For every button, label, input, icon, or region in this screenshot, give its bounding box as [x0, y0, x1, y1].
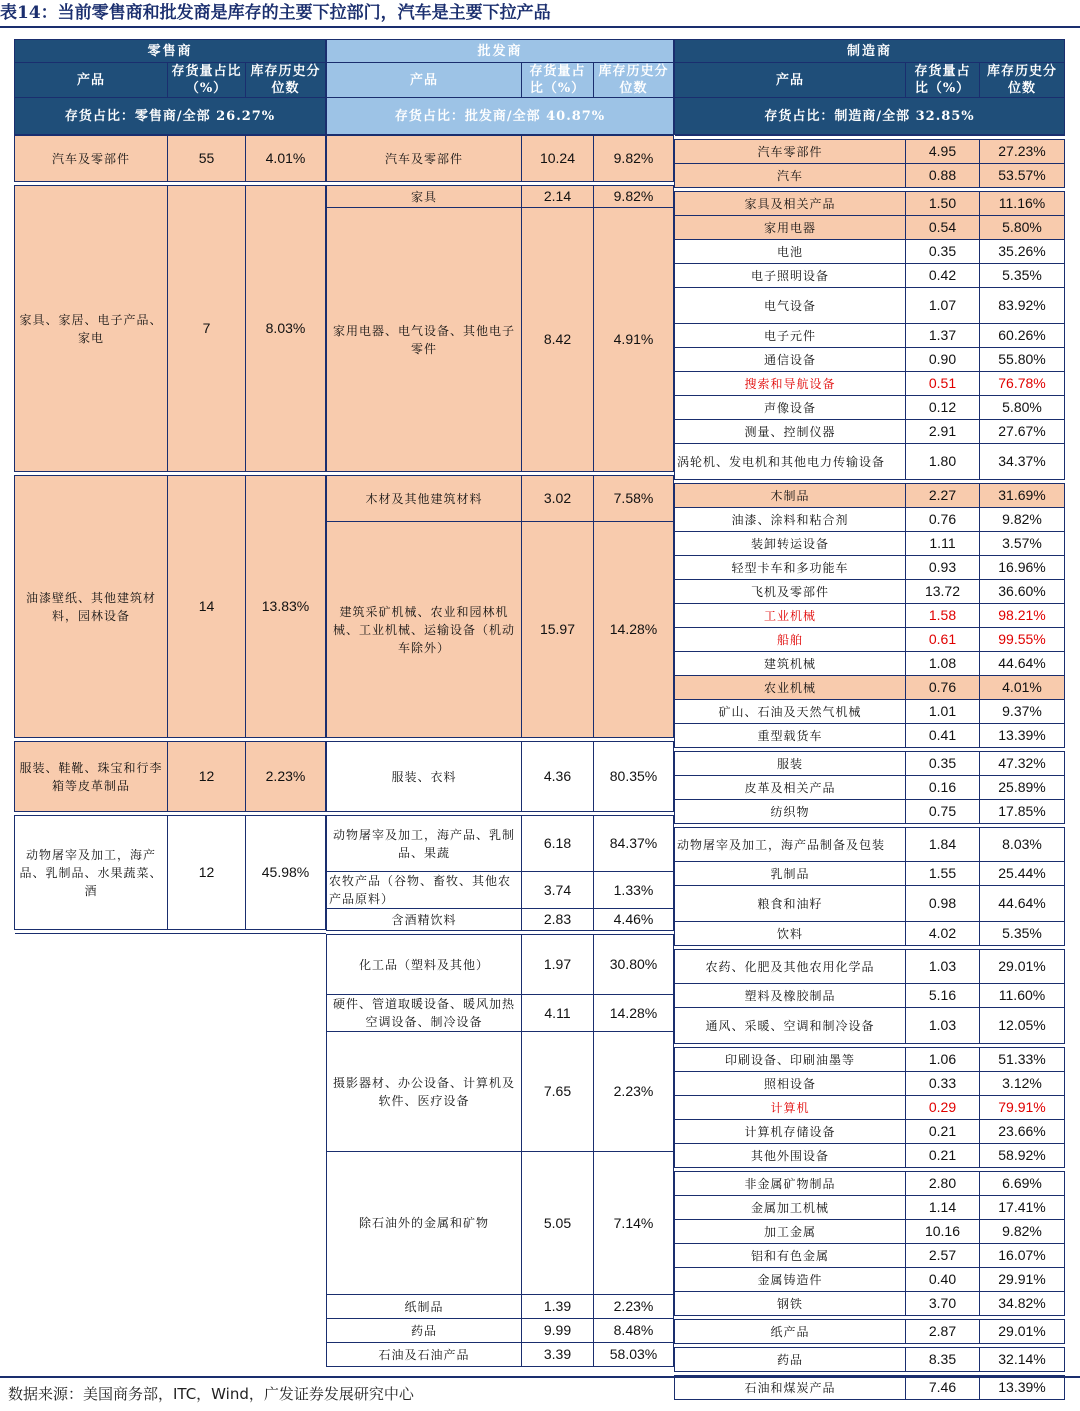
- wholesale-product: 纸制品: [327, 1295, 522, 1319]
- manufacturing-share: 2.87: [906, 1320, 980, 1344]
- manufacturing-row: [675, 1072, 1065, 1096]
- wholesale-share: 10.24: [522, 136, 594, 182]
- wholesale-pct: 58.03%: [594, 1343, 674, 1367]
- manufacturing-pct: 53.57%: [980, 164, 1065, 188]
- manufacturing-product: 药品: [675, 1348, 906, 1372]
- wholesale-pct: 4.46%: [594, 909, 674, 931]
- manufacturing-product: 计算机: [675, 1096, 906, 1120]
- retail-pct: 13.83%: [246, 476, 326, 738]
- manufacturing-pct: 3.12%: [980, 1072, 1065, 1096]
- manufacturing-row: [675, 1144, 1065, 1168]
- manufacturing-pct: 12.05%: [980, 1008, 1065, 1044]
- manufacturing-share: 0.51: [906, 372, 980, 396]
- manufacturing-share: 13.72: [906, 580, 980, 604]
- wholesale-share: 9.99: [522, 1319, 594, 1343]
- manufacturing-pct: 3.57%: [980, 532, 1065, 556]
- manufacturing-row: [675, 676, 1065, 700]
- wholesale-pct: 9.82%: [594, 136, 674, 182]
- manufacturing-row: [675, 752, 1065, 776]
- manufacturing-share: 0.76: [906, 508, 980, 532]
- manufacturing-product: 铝和有色金属: [675, 1244, 906, 1268]
- retail-pct: 8.03%: [246, 186, 326, 472]
- manufacturing-pct: 23.66%: [980, 1120, 1065, 1144]
- manufacturing-row: [675, 1268, 1065, 1292]
- retail-header: 零售商: [15, 40, 326, 63]
- manufacturing-product: 装卸转运设备: [675, 532, 906, 556]
- manufacturing-product: 工业机械: [675, 604, 906, 628]
- manufacturing-row: [675, 484, 1065, 508]
- wholesale-product: 动物屠宰及加工，海产品、乳制品、果蔬: [327, 816, 522, 872]
- manufacturing-product: 金属加工机械: [675, 1196, 906, 1220]
- manufacturing-row: [675, 288, 1065, 324]
- wholesale-share: 2.83: [522, 909, 594, 931]
- col-header-share: 存货量占比（%）: [906, 63, 980, 98]
- wholesale-pct: 30.80%: [594, 935, 674, 995]
- manufacturing-row: [675, 628, 1065, 652]
- manufacturing-row: [675, 264, 1065, 288]
- manufacturing-row: [675, 1096, 1065, 1120]
- col-header-share: 存货量占比（%）: [168, 63, 246, 98]
- manufacturing-pct: 5.35%: [980, 264, 1065, 288]
- manufacturing-pct: 60.26%: [980, 324, 1065, 348]
- manufacturing-share: 8.35: [906, 1348, 980, 1372]
- manufacturing-row: [675, 886, 1065, 922]
- manufacturing-product: 电气设备: [675, 288, 906, 324]
- manufacturing-pct: 44.64%: [980, 886, 1065, 922]
- wholesale-share: 15.97: [522, 522, 594, 738]
- manufacturing-share: 7.46: [906, 1376, 980, 1400]
- wholesale-product: 汽车及零部件: [327, 136, 522, 182]
- manufacturing-row: [675, 700, 1065, 724]
- manufacturing-product: 加工金属: [675, 1220, 906, 1244]
- table-title: 表14：当前零售商和批发商是库存的主要下拉部门，汽车是主要下拉产品: [0, 3, 551, 23]
- title-rule: [0, 26, 1080, 28]
- wholesale-pct: 7.58%: [594, 476, 674, 522]
- manufacturing-row: [675, 192, 1065, 216]
- wholesale-product: 服装、衣料: [327, 742, 522, 812]
- manufacturing-row: [675, 444, 1065, 480]
- manufacturing-row: [675, 1320, 1065, 1344]
- manufacturing-share: 1.06: [906, 1048, 980, 1072]
- manufacturing-share: 0.16: [906, 776, 980, 800]
- manufacturing-share: 1.14: [906, 1196, 980, 1220]
- manufacturing-share: 1.80: [906, 444, 980, 480]
- manufacturing-share: 0.12: [906, 396, 980, 420]
- manufacturing-pct: 11.16%: [980, 192, 1065, 216]
- manufacturing-row: [675, 1048, 1065, 1072]
- manufacturing-share: 4.02: [906, 922, 980, 946]
- manufacturing-pct: 32.14%: [980, 1348, 1065, 1372]
- manufacturing-subtotal: 存货占比：制造商/全部 32.85%: [675, 98, 1065, 135]
- manufacturing-share: 0.29: [906, 1096, 980, 1120]
- manufacturing-pct: 29.91%: [980, 1268, 1065, 1292]
- manufacturing-product: 电子元件: [675, 324, 906, 348]
- manufacturing-product: 纺织物: [675, 800, 906, 824]
- manufacturing-share: 5.16: [906, 984, 980, 1008]
- manufacturing-share: 2.57: [906, 1244, 980, 1268]
- manufacturing-pct: 47.32%: [980, 752, 1065, 776]
- manufacturing-product: 计算机存储设备: [675, 1120, 906, 1144]
- manufacturing-product: 农药、化肥及其他农用化学品: [675, 950, 906, 984]
- wholesale-pct: 1.33%: [594, 872, 674, 909]
- wholesale-pct: 80.35%: [594, 742, 674, 812]
- col-header-product: 产品: [15, 63, 168, 98]
- retail-share: 12: [168, 742, 246, 812]
- wholesale-pct: 9.82%: [594, 186, 674, 208]
- wholesale-pct: 14.28%: [594, 522, 674, 738]
- manufacturing-row: [675, 324, 1065, 348]
- manufacturing-pct: 35.26%: [980, 240, 1065, 264]
- manufacturing-pct: 5.80%: [980, 396, 1065, 420]
- manufacturing-row: [675, 556, 1065, 580]
- manufacturing-share: 1.55: [906, 862, 980, 886]
- manufacturing-pct: 8.03%: [980, 828, 1065, 862]
- manufacturing-row: [675, 240, 1065, 264]
- wholesale-product: 农牧产品（谷物、畜牧、其他农产品原料）: [327, 872, 522, 909]
- wholesale-share: 6.18: [522, 816, 594, 872]
- wholesale-product: 家用电器、电气设备、其他电子零件: [327, 208, 522, 472]
- wholesale-pct: 2.23%: [594, 1295, 674, 1319]
- wholesale-share: 4.36: [522, 742, 594, 812]
- manufacturing-share: 0.21: [906, 1144, 980, 1168]
- manufacturing-pct: 6.69%: [980, 1172, 1065, 1196]
- manufacturing-row: [675, 950, 1065, 984]
- manufacturing-product: 粮食和油籽: [675, 886, 906, 922]
- manufacturing-product: 木制品: [675, 484, 906, 508]
- manufacturing-share: 3.70: [906, 1292, 980, 1316]
- wholesale-share: 3.39: [522, 1343, 594, 1367]
- manufacturing-pct: 29.01%: [980, 950, 1065, 984]
- manufacturing-row: [675, 652, 1065, 676]
- manufacturing-row: [675, 372, 1065, 396]
- manufacturing-pct: 17.41%: [980, 1196, 1065, 1220]
- manufacturing-row: [675, 604, 1065, 628]
- manufacturing-product: 测量、控制仪器: [675, 420, 906, 444]
- wholesale-pct: 4.91%: [594, 208, 674, 472]
- manufacturing-product: 皮革及相关产品: [675, 776, 906, 800]
- wholesale-product: 家具: [327, 186, 522, 208]
- manufacturing-row: [675, 140, 1065, 164]
- manufacturing-row: [675, 1348, 1065, 1372]
- manufacturing-share: 1.50: [906, 192, 980, 216]
- retail-subtotal: 存货占比：零售商/全部 26.27%: [15, 98, 326, 135]
- manufacturing-share: 1.01: [906, 700, 980, 724]
- manufacturing-share: 1.03: [906, 1008, 980, 1044]
- manufacturing-row: [675, 1008, 1065, 1044]
- retail-product: 服装、鞋靴、珠宝和行李箱等皮革制品: [15, 742, 168, 812]
- manufacturing-row: [675, 420, 1065, 444]
- retail-table: [14, 39, 326, 1361]
- wholesale-share: 1.39: [522, 1295, 594, 1319]
- manufacturing-share: 0.98: [906, 886, 980, 922]
- wholesale-table: [326, 39, 674, 1367]
- manufacturing-pct: 29.01%: [980, 1320, 1065, 1344]
- manufacturing-share: 0.41: [906, 724, 980, 748]
- wholesale-share: 3.74: [522, 872, 594, 909]
- col-header-share: 存货量占比（%）: [522, 63, 594, 98]
- manufacturing-share: 1.03: [906, 950, 980, 984]
- manufacturing-share: 0.54: [906, 216, 980, 240]
- manufacturing-product: 塑料及橡胶制品: [675, 984, 906, 1008]
- manufacturing-product: 农业机械: [675, 676, 906, 700]
- manufacturing-row: [675, 1172, 1065, 1196]
- manufacturing-share: 0.75: [906, 800, 980, 824]
- manufacturing-product: 船舶: [675, 628, 906, 652]
- wholesale-product: 药品: [327, 1319, 522, 1343]
- manufacturing-share: 1.07: [906, 288, 980, 324]
- wholesale-product: 化工品（塑料及其他）: [327, 935, 522, 995]
- manufacturing-product: 矿山、石油及天然气机械: [675, 700, 906, 724]
- manufacturing-pct: 25.44%: [980, 862, 1065, 886]
- manufacturing-pct: 4.01%: [980, 676, 1065, 700]
- manufacturing-product: 金属铸造件: [675, 1268, 906, 1292]
- manufacturing-pct: 13.39%: [980, 724, 1065, 748]
- manufacturing-product: 非金属矿物制品: [675, 1172, 906, 1196]
- wholesale-product: 建筑采矿机械、农业和园林机械、工业机械、运输设备（机动车除外）: [327, 522, 522, 738]
- manufacturing-product: 电池: [675, 240, 906, 264]
- manufacturing-pct: 13.39%: [980, 1376, 1065, 1400]
- manufacturing-share: 0.21: [906, 1120, 980, 1144]
- wholesale-header: 批发商: [327, 40, 674, 63]
- manufacturing-pct: 98.21%: [980, 604, 1065, 628]
- manufacturing-pct: 44.64%: [980, 652, 1065, 676]
- retail-pct: 4.01%: [246, 136, 326, 182]
- wholesale-share: 8.42: [522, 208, 594, 472]
- wholesale-share: 4.11: [522, 995, 594, 1032]
- manufacturing-pct: 16.07%: [980, 1244, 1065, 1268]
- wholesale-product: 硬件、管道取暖设备、暖风加热空调设备、制冷设备: [327, 995, 522, 1032]
- manufacturing-product: 电子照明设备: [675, 264, 906, 288]
- manufacturing-pct: 76.78%: [980, 372, 1065, 396]
- wholesale-pct: 8.48%: [594, 1319, 674, 1343]
- wholesale-product: 摄影器材、办公设备、计算机及软件、医疗设备: [327, 1032, 522, 1152]
- manufacturing-pct: 9.37%: [980, 700, 1065, 724]
- manufacturing-pct: 27.23%: [980, 140, 1065, 164]
- manufacturing-row: [675, 724, 1065, 748]
- manufacturing-row: [675, 348, 1065, 372]
- manufacturing-share: 10.16: [906, 1220, 980, 1244]
- manufacturing-row: [675, 828, 1065, 862]
- manufacturing-pct: 34.82%: [980, 1292, 1065, 1316]
- manufacturing-pct: 55.80%: [980, 348, 1065, 372]
- retail-share: 12: [168, 816, 246, 930]
- manufacturing-pct: 9.82%: [980, 1220, 1065, 1244]
- retail-product: 汽车及零部件: [15, 136, 168, 182]
- manufacturing-product: 纸产品: [675, 1320, 906, 1344]
- retail-pct: 2.23%: [246, 742, 326, 812]
- manufacturing-product: 照相设备: [675, 1072, 906, 1096]
- manufacturing-row: [675, 776, 1065, 800]
- manufacturing-pct: 5.80%: [980, 216, 1065, 240]
- manufacturing-pct: 79.91%: [980, 1096, 1065, 1120]
- retail-product: 家具、家居、电子产品、家电: [15, 186, 168, 472]
- retail-share: 55: [168, 136, 246, 182]
- wholesale-pct: 84.37%: [594, 816, 674, 872]
- manufacturing-share: 2.91: [906, 420, 980, 444]
- manufacturing-row: [675, 1120, 1065, 1144]
- wholesale-subtotal: 存货占比：批发商/全部 40.87%: [327, 98, 674, 135]
- manufacturing-share: 0.42: [906, 264, 980, 288]
- manufacturing-product: 饮料: [675, 922, 906, 946]
- manufacturing-row: [675, 800, 1065, 824]
- manufacturing-product: 动物屠宰及加工，海产品制备及包装: [675, 828, 906, 862]
- manufacturing-table: [674, 39, 1065, 1400]
- retail-share: 14: [168, 476, 246, 738]
- manufacturing-product: 家用电器: [675, 216, 906, 240]
- manufacturing-share: 4.95: [906, 140, 980, 164]
- manufacturing-share: 1.37: [906, 324, 980, 348]
- retail-share: 7: [168, 186, 246, 472]
- manufacturing-product: 声像设备: [675, 396, 906, 420]
- col-header-product: 产品: [675, 63, 906, 98]
- manufacturing-row: [675, 580, 1065, 604]
- manufacturing-share: 0.40: [906, 1268, 980, 1292]
- manufacturing-pct: 25.89%: [980, 776, 1065, 800]
- manufacturing-pct: 34.37%: [980, 444, 1065, 480]
- manufacturing-product: 家具及相关产品: [675, 192, 906, 216]
- wholesale-pct: 2.23%: [594, 1032, 674, 1152]
- manufacturing-row: [675, 984, 1065, 1008]
- wholesale-product: 木材及其他建筑材料: [327, 476, 522, 522]
- manufacturing-product: 石油和煤炭产品: [675, 1376, 906, 1400]
- manufacturing-share: 1.58: [906, 604, 980, 628]
- wholesale-share: 7.65: [522, 1032, 594, 1152]
- manufacturing-pct: 99.55%: [980, 628, 1065, 652]
- manufacturing-pct: 9.82%: [980, 508, 1065, 532]
- manufacturing-product: 轻型卡车和多功能车: [675, 556, 906, 580]
- manufacturing-product: 通信设备: [675, 348, 906, 372]
- manufacturing-pct: 58.92%: [980, 1144, 1065, 1168]
- manufacturing-pct: 16.96%: [980, 556, 1065, 580]
- manufacturing-row: [675, 216, 1065, 240]
- manufacturing-pct: 11.60%: [980, 984, 1065, 1008]
- manufacturing-share: 0.35: [906, 752, 980, 776]
- manufacturing-share: 0.33: [906, 1072, 980, 1096]
- manufacturing-product: 钢铁: [675, 1292, 906, 1316]
- manufacturing-share: 0.90: [906, 348, 980, 372]
- manufacturing-share: 1.08: [906, 652, 980, 676]
- wholesale-share: 1.97: [522, 935, 594, 995]
- retail-product: 动物屠宰及加工，海产品、乳制品、水果蔬菜、酒: [15, 816, 168, 930]
- manufacturing-row: [675, 508, 1065, 532]
- manufacturing-product: 重型载货车: [675, 724, 906, 748]
- manufacturing-product: 汽车零部件: [675, 140, 906, 164]
- manufacturing-share: 0.88: [906, 164, 980, 188]
- manufacturing-row: [675, 1292, 1065, 1316]
- manufacturing-pct: 51.33%: [980, 1048, 1065, 1072]
- retail-product: 油漆壁纸、其他建筑材料，园林设备: [15, 476, 168, 738]
- manufacturing-pct: 5.35%: [980, 922, 1065, 946]
- manufacturing-row: [675, 862, 1065, 886]
- manufacturing-share: 1.11: [906, 532, 980, 556]
- manufacturing-share: 0.93: [906, 556, 980, 580]
- manufacturing-product: 油漆、涂料和粘合剂: [675, 508, 906, 532]
- manufacturing-pct: 31.69%: [980, 484, 1065, 508]
- manufacturing-share: 2.27: [906, 484, 980, 508]
- source-note: 数据来源：美国商务部，ITC，Wind，广发证券发展研究中心: [8, 1385, 414, 1403]
- manufacturing-product: 印刷设备、印刷油墨等: [675, 1048, 906, 1072]
- wholesale-share: 2.14: [522, 186, 594, 208]
- col-header-pct: 库存历史分位数: [246, 63, 326, 98]
- manufacturing-pct: 17.85%: [980, 800, 1065, 824]
- col-header-pct: 库存历史分位数: [594, 63, 674, 98]
- manufacturing-row: [675, 396, 1065, 420]
- col-header-pct: 库存历史分位数: [980, 63, 1065, 98]
- manufacturing-share: 0.61: [906, 628, 980, 652]
- manufacturing-share: 0.35: [906, 240, 980, 264]
- wholesale-product: 石油及石油产品: [327, 1343, 522, 1367]
- manufacturing-share: 1.84: [906, 828, 980, 862]
- manufacturing-product: 通风、采暖、空调和制冷设备: [675, 1008, 906, 1044]
- wholesale-pct: 14.28%: [594, 995, 674, 1032]
- col-header-product: 产品: [327, 63, 522, 98]
- wholesale-product: 含酒精饮料: [327, 909, 522, 931]
- wholesale-share: 5.05: [522, 1152, 594, 1295]
- manufacturing-row: [675, 1196, 1065, 1220]
- manufacturing-product: 汽车: [675, 164, 906, 188]
- manufacturing-row: [675, 1244, 1065, 1268]
- manufacturing-pct: 36.60%: [980, 580, 1065, 604]
- manufacturing-share: 2.80: [906, 1172, 980, 1196]
- manufacturing-row: [675, 164, 1065, 188]
- bottom-rule: [0, 1376, 1080, 1378]
- manufacturing-product: 其他外围设备: [675, 1144, 906, 1168]
- manufacturing-product: 涡轮机、发电机和其他电力传输设备: [675, 444, 906, 480]
- manufacturing-row: [675, 1376, 1065, 1400]
- wholesale-product: 除石油外的金属和矿物: [327, 1152, 522, 1295]
- wholesale-share: 3.02: [522, 476, 594, 522]
- manufacturing-header: 制造商: [675, 40, 1065, 63]
- manufacturing-product: 乳制品: [675, 862, 906, 886]
- manufacturing-product: 飞机及零部件: [675, 580, 906, 604]
- manufacturing-pct: 27.67%: [980, 420, 1065, 444]
- manufacturing-product: 建筑机械: [675, 652, 906, 676]
- manufacturing-row: [675, 922, 1065, 946]
- manufacturing-row: [675, 1220, 1065, 1244]
- manufacturing-share: 0.76: [906, 676, 980, 700]
- retail-pct: 45.98%: [246, 816, 326, 930]
- manufacturing-product: 服装: [675, 752, 906, 776]
- manufacturing-product: 搜索和导航设备: [675, 372, 906, 396]
- wholesale-pct: 7.14%: [594, 1152, 674, 1295]
- manufacturing-pct: 83.92%: [980, 288, 1065, 324]
- manufacturing-row: [675, 532, 1065, 556]
